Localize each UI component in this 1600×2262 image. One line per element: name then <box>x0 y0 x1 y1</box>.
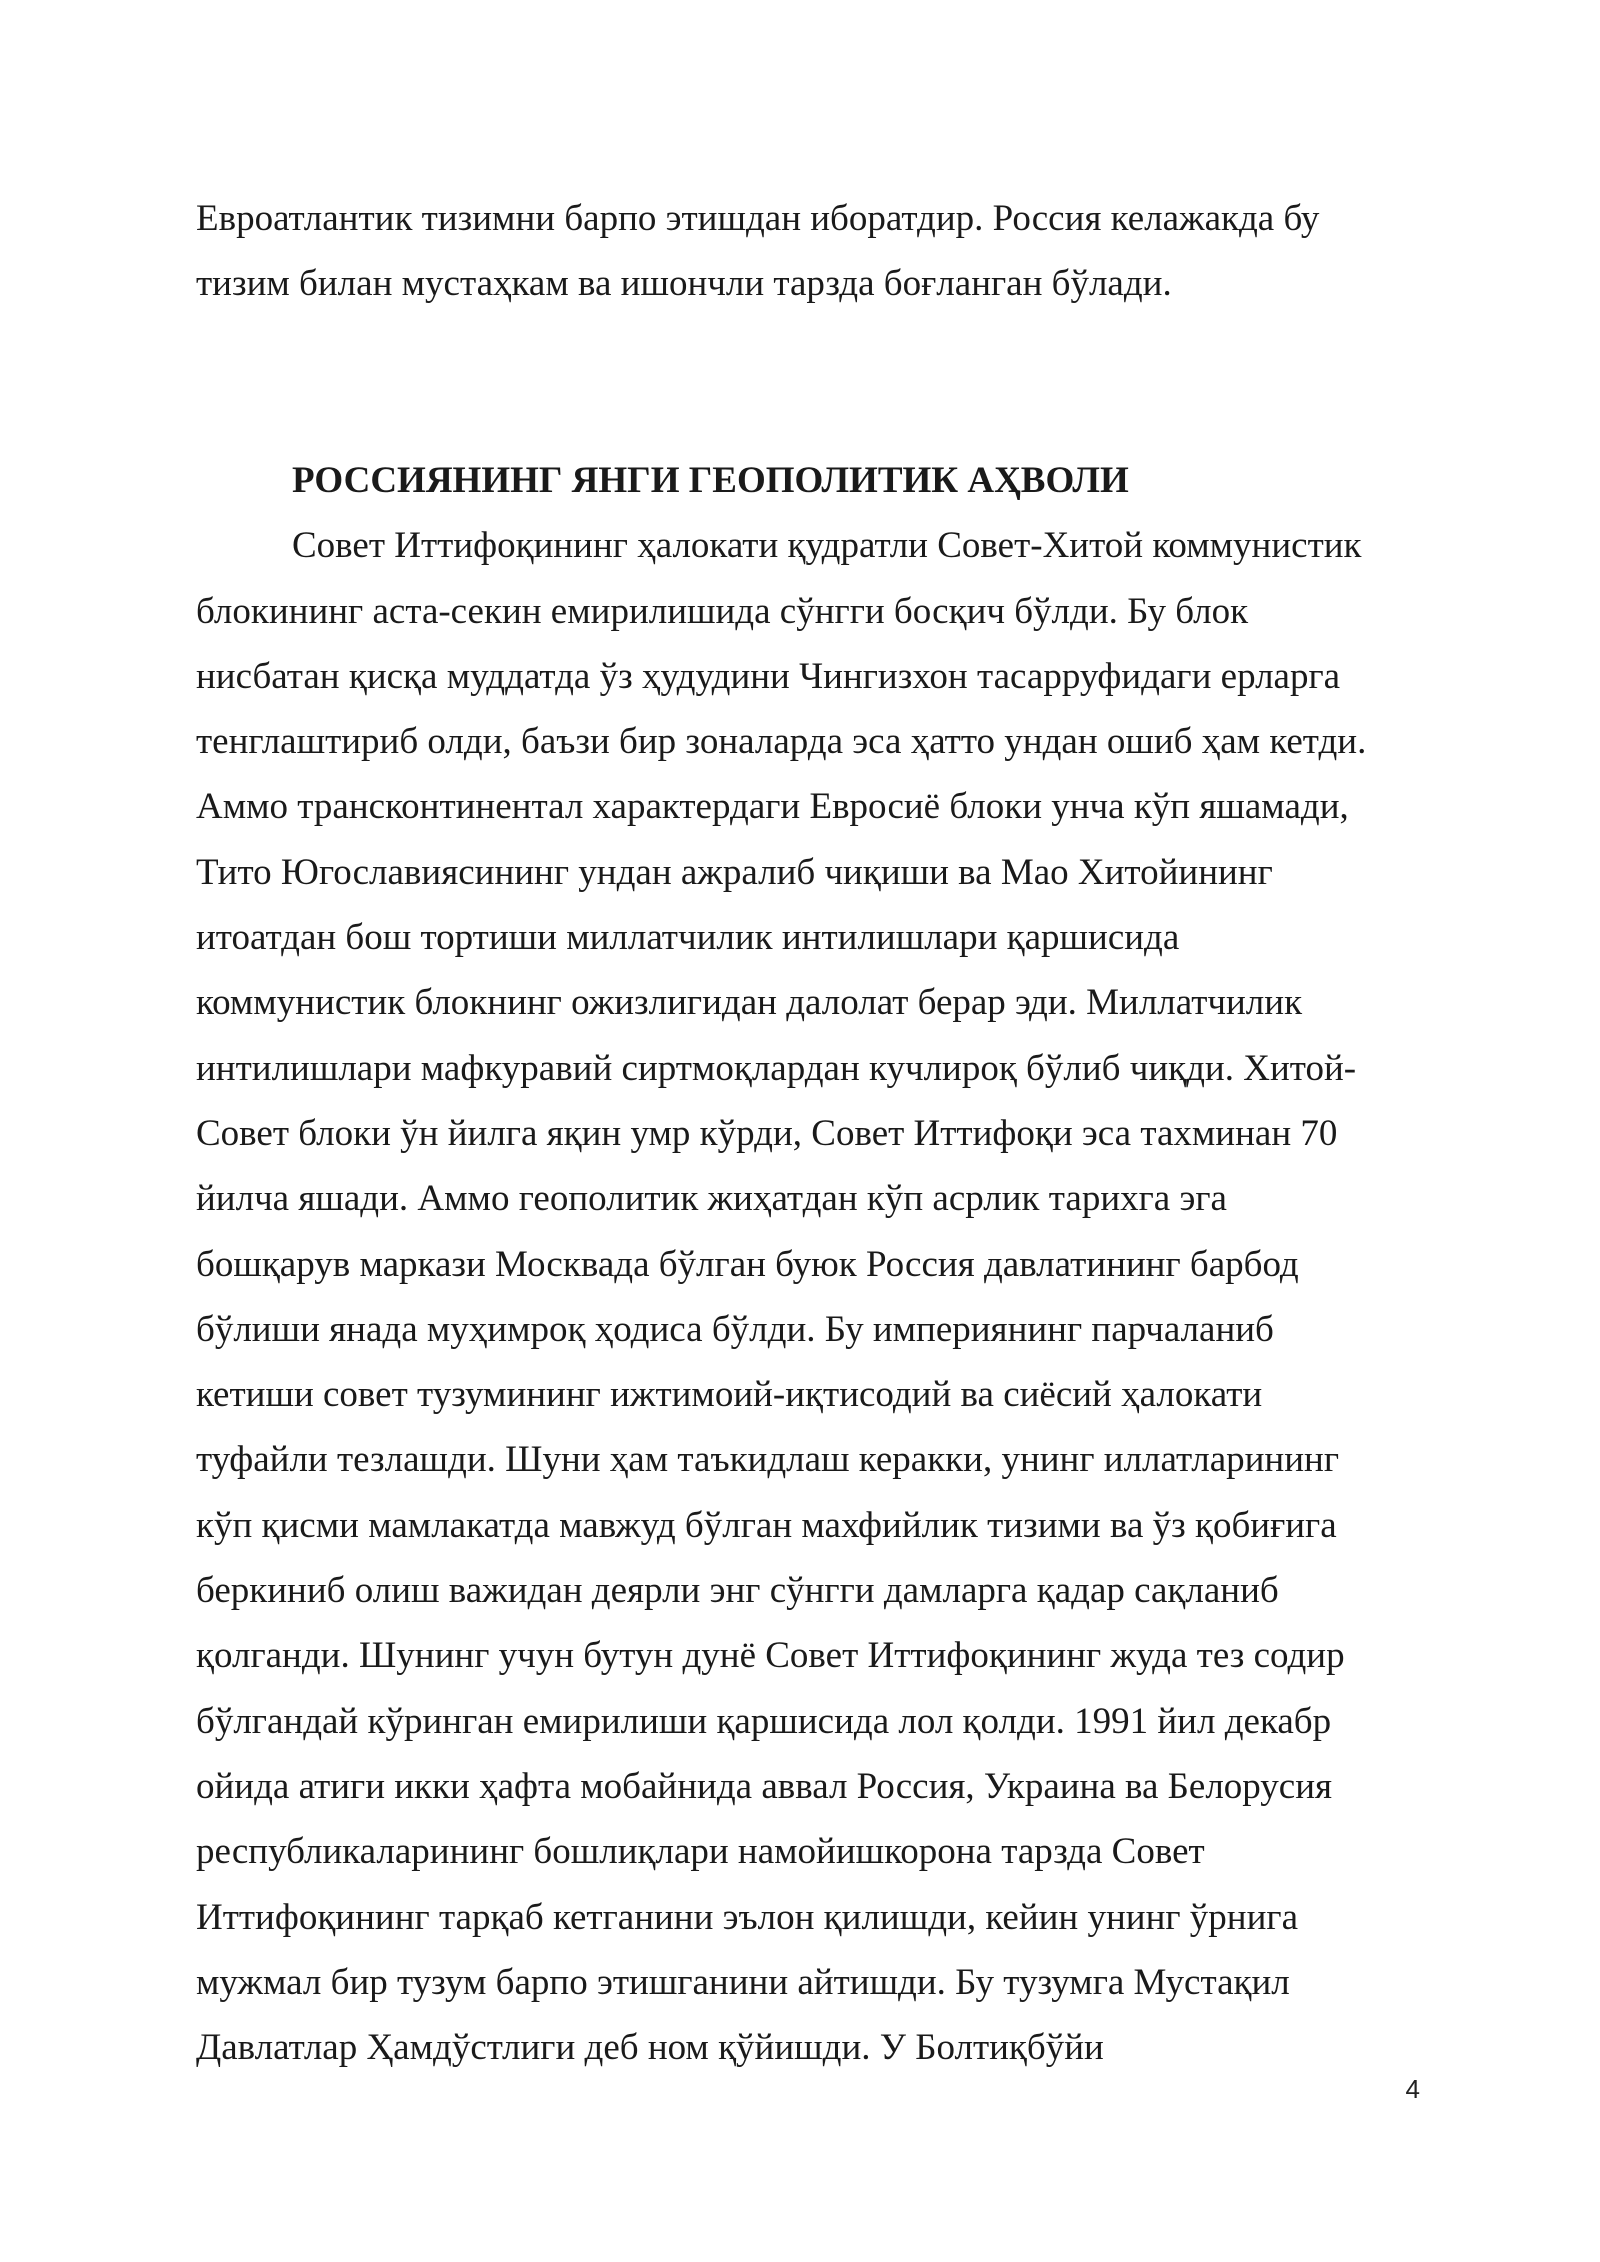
text-line: қолганди. Шунинг учун бутун дунё Совет Иттифоқининг жуда тез содир <box>196 1635 1345 1677</box>
text-line: коммунистик блокнинг ожизлигидан далолат берар эди. Миллатчилик <box>196 982 1303 1024</box>
section-heading: РОССИЯНИНГ ЯНГИ ГЕОПОЛИТИК АҲВОЛИ <box>292 460 1129 501</box>
text-line: Аммо трансконтинентал характердаги Евросиё блоки унча кўп яшамади, <box>196 786 1349 828</box>
text-line: кўп қисми мамлакатда мавжуд бўлган махфийлик тизими ва ўз қобиғига <box>196 1504 1337 1546</box>
text-line: блокининг аста-секин емирилишида сўнгги босқич бўлди. Бу блок <box>196 590 1249 632</box>
text-line: Тито Югославиясининг ундан ажралиб чиқиши ва Мао Хитойининг <box>196 851 1273 893</box>
text-line: йилча яшади. Аммо геополитик жиҳатдан кўп асрлик тарихга эга <box>196 1178 1227 1220</box>
text-line: тенглаштириб олди, баъзи бир зоналарда эса ҳатто ундан ошиб ҳам кетди. <box>196 721 1367 763</box>
text-line: бўлгандай кўринган емирилиши қаршисида лол қолди. 1991 йил декабр <box>196 1700 1332 1742</box>
text-line: тизим билан мустаҳкам ва ишончли тарзда боғланган бўлади. <box>196 263 1172 305</box>
text-line: Совет Иттифоқининг ҳалокати қудратли Совет-Хитой коммунистик <box>292 525 1362 567</box>
text-line: туфайли тезлашди. Шуни ҳам таъкидлаш керакки, унинг иллатларининг <box>196 1439 1339 1481</box>
page-number: 4 <box>1405 2074 1420 2104</box>
text-line: беркиниб олиш важидан деярли энг сўнгги дамларга қадар сақланиб <box>196 1570 1279 1612</box>
text-line: Иттифоқининг тарқаб кетганини эълон қилишди, кейин унинг ўрнига <box>196 1896 1298 1938</box>
text-line: мужмал бир тузум барпо этишганини айтишди. Бу тузумга Мустақил <box>196 1961 1290 2003</box>
text-line: нисбатан қисқа муддатда ўз ҳудудини Чингизхон тасарруфидаги ерларга <box>196 655 1341 697</box>
text-line: интилишлари мафкуравий сиртмоқлардан кучлироқ бўлиб чиқди. Хитой- <box>196 1047 1357 1089</box>
text-line: кетиши совет тузумининг ижтимоий-иқтисодий ва сиёсий ҳалокати <box>196 1374 1263 1416</box>
text-line: бошқарув маркази Москвада бўлган буюк Россия давлатининг барбод <box>196 1243 1299 1285</box>
section <box>196 448 1426 2080</box>
text-line: Давлатлар Ҳамдўстлиги деб ном қўйишди. У Болтиқбўйи <box>196 2027 1104 2069</box>
intro-paragraph <box>196 186 1426 317</box>
text-line: ойида атиги икки ҳафта мобайнида аввал Россия, Украина ва Белорусия <box>196 1765 1333 1807</box>
text-line: бўлиши янада муҳимроқ ҳодиса бўлди. Бу империянинг парчаланиб <box>196 1308 1274 1350</box>
text-line: Евроатлантик тизимни барпо этишдан иборатдир. Россия келажакда бу <box>196 198 1320 239</box>
text-line: республикаларининг бошлиқлари намойишкорона тарзда Совет <box>196 1831 1205 1873</box>
text-line: Совет блоки ўн йилга яқин умр кўрди, Совет Иттифоқи эса тахминан 70 <box>196 1112 1338 1154</box>
text-line: итоатдан бош тортиши миллатчилик интилишлари қаршисида <box>196 917 1180 959</box>
